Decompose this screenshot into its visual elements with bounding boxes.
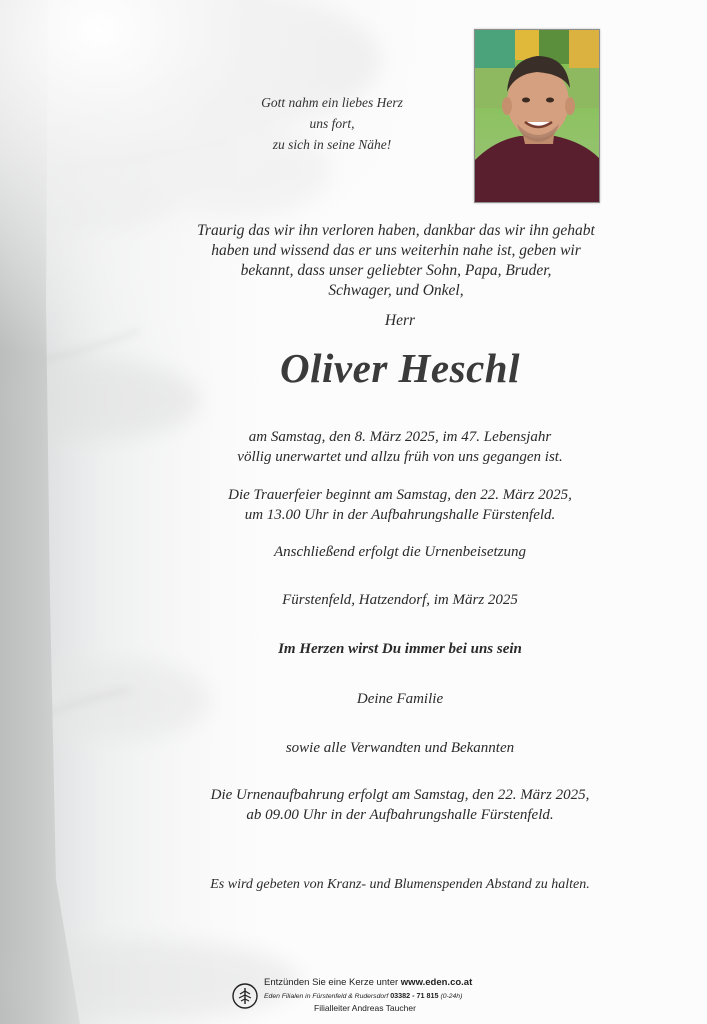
viewing-info xyxy=(160,785,640,825)
family-line: Deine Familie xyxy=(356,691,444,707)
website-link[interactable]: www.eden.co.at xyxy=(400,977,473,988)
burial-info xyxy=(160,542,640,562)
candle-invitation xyxy=(264,977,472,988)
salutation: Herr xyxy=(384,312,416,329)
candle-text: Entzünden Sie eine Kerze unter xyxy=(264,977,401,988)
farewell-message xyxy=(160,639,640,659)
death-notice-line: am Samstag, den 8. März 2025, im 47. Lebensjahr xyxy=(248,429,552,445)
family-signature xyxy=(160,689,640,709)
death-notice-line: völlig unerwartet und allzu früh von uns gegangen ist. xyxy=(237,449,563,465)
branch-contact xyxy=(264,991,462,1000)
branches-text: Eden Filialen in Fürstenfeld & Rudersdorf xyxy=(264,993,389,1000)
portrait-photo xyxy=(474,29,600,203)
eden-tree-logo-icon xyxy=(232,983,258,1009)
relatives-line: sowie alle Verwandten und Bekannten xyxy=(285,740,515,756)
burial-line: Anschließend erfolgt die Urnenbeisetzung xyxy=(273,544,527,560)
death-notice xyxy=(160,427,640,467)
intro-text xyxy=(176,221,616,301)
deceased-name: Oliver Heschl xyxy=(280,345,520,391)
funeral-line: um 13.00 Uhr in der Aufbahrungshalle Fürstenfeld. xyxy=(244,507,556,523)
relatives-signature xyxy=(160,738,640,758)
viewing-line: Die Urnenaufbahrung erfolgt am Samstag, den 22. März 2025, xyxy=(210,787,590,803)
place-date-line: Fürstenfeld, Hatzendorf, im März 2025 xyxy=(282,592,518,608)
portrait-illustration xyxy=(475,30,599,202)
donation-request xyxy=(160,875,640,895)
motto-line: uns fort, xyxy=(309,116,355,131)
funeral-line: Die Trauerfeier beginnt am Samstag, den 22. März 2025, xyxy=(228,487,572,503)
viewing-line: ab 09.00 Uhr in der Aufbahrungshalle Fürstenfeld. xyxy=(246,807,554,823)
phone-number: 03382 - 71 815 xyxy=(390,991,439,1000)
motto-line: zu sich in seine Nähe! xyxy=(272,137,392,152)
phone-hours: (0-24h) xyxy=(440,993,463,1000)
intro-line: Schwager, und Onkel, xyxy=(328,282,464,299)
branch-manager: Filialleiter Andreas Taucher xyxy=(314,1003,416,1013)
donation-request-line: Es wird gebeten von Kranz- und Blumenspenden Abstand zu halten. xyxy=(210,877,590,892)
farewell-line: Im Herzen wirst Du immer bei uns sein xyxy=(278,641,522,657)
funeral-home-footer xyxy=(232,977,512,1017)
motto-verse xyxy=(232,92,432,155)
place-date xyxy=(160,590,640,610)
motto-line: Gott nahm ein liebes Herz xyxy=(261,95,403,110)
intro-line: Traurig das wir ihn verloren haben, dankbar das wir ihn gehabt xyxy=(197,222,595,239)
funeral-info xyxy=(160,485,640,525)
intro-line: haben und wissend das er uns weiterhin nahe ist, geben wir xyxy=(211,242,581,259)
intro-line: bekannt, dass unser geliebter Sohn, Papa, Bruder, xyxy=(240,262,552,279)
